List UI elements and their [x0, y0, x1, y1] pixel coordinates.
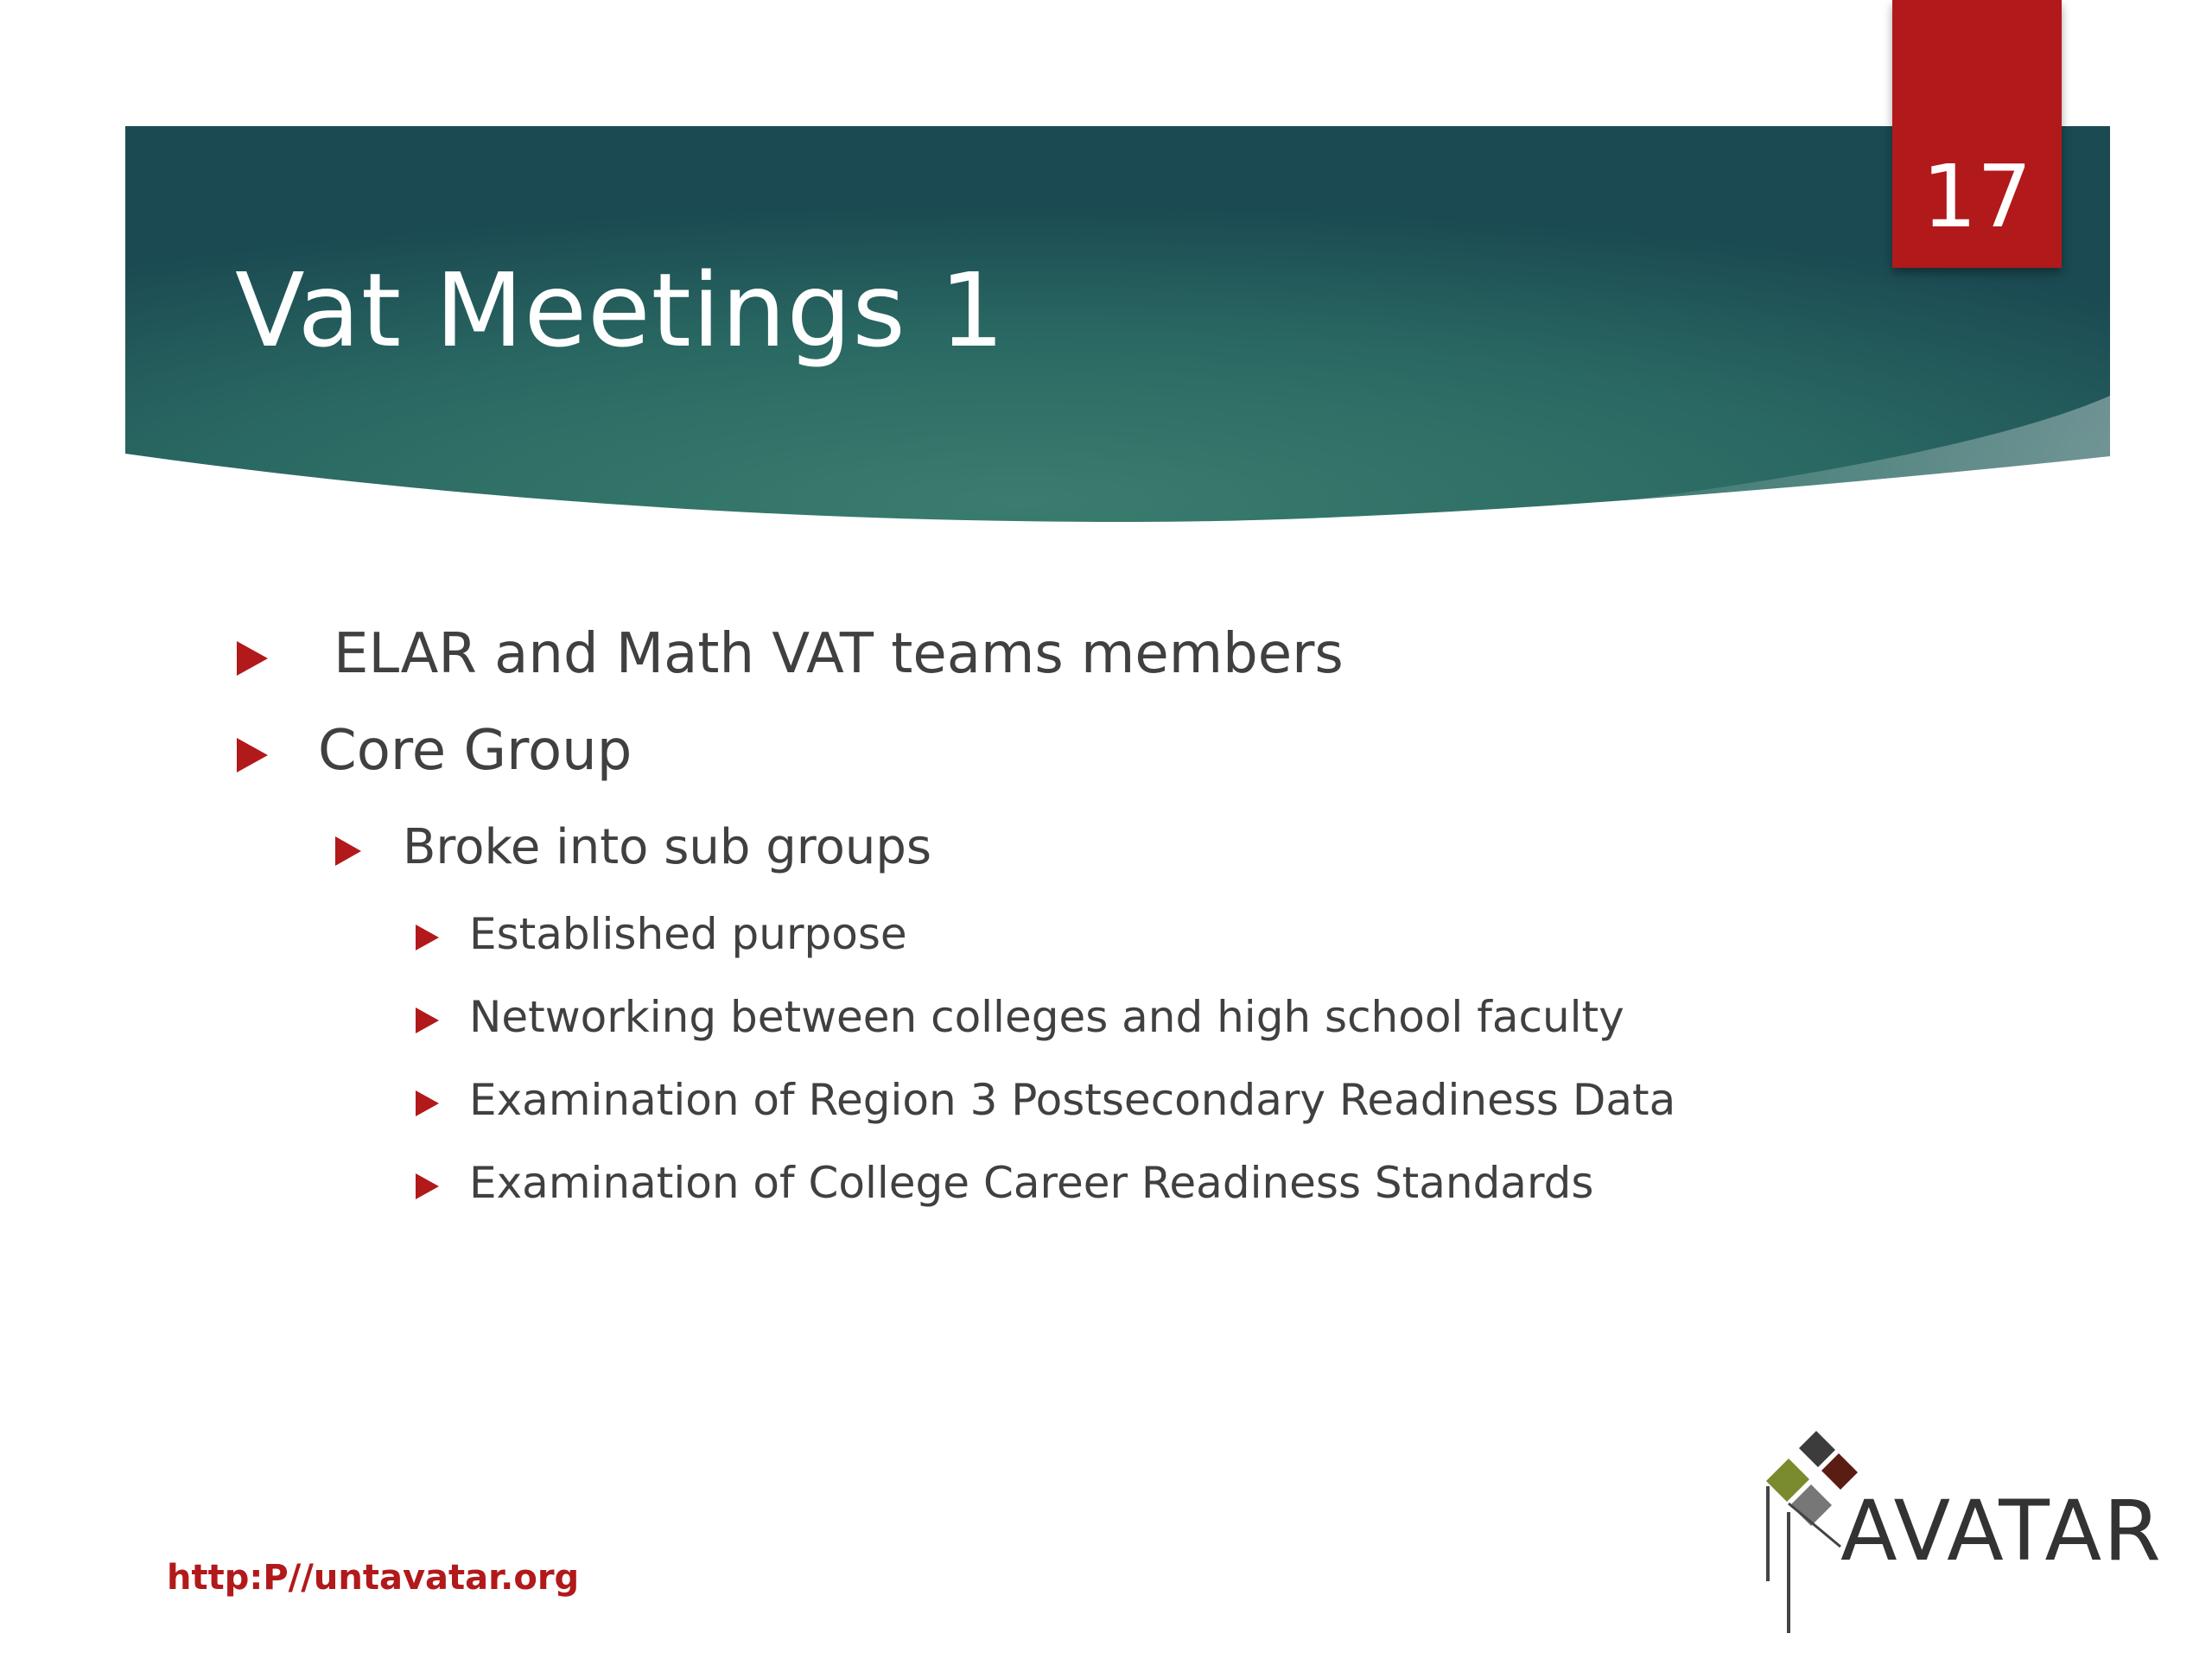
slide-number-tab: [1892, 0, 2062, 268]
bullet-text: Core Group: [318, 719, 632, 783]
bullet-arrow-icon: [335, 836, 361, 866]
bullet-item: [469, 992, 1624, 1042]
bullet-text: Examination of College Career Readiness Standards: [469, 1158, 1594, 1208]
bullet-text: Broke into sub groups: [403, 819, 932, 875]
bullet-arrow-icon: [416, 1173, 439, 1199]
avatar-logo: [1745, 1426, 2195, 1650]
bullet-arrow-icon: [237, 738, 268, 772]
bullet-text: Networking between colleges and high school faculty: [469, 992, 1624, 1042]
bullet-item: [334, 622, 1344, 686]
bullet-arrow-icon: [416, 1007, 439, 1033]
footer-url[interactable]: http:P//untavatar.org: [167, 1558, 580, 1598]
bullet-item: [318, 719, 632, 783]
slide-title: Vat Meetings 1: [235, 251, 1006, 370]
bullet-item: [403, 819, 931, 875]
bullet-item: [469, 1158, 1593, 1208]
bullet-arrow-icon: [416, 1090, 439, 1116]
bullet-arrow-icon: [416, 925, 439, 950]
bullet-arrow-icon: [237, 641, 268, 676]
bullet-text: ELAR and Math VAT teams members: [334, 622, 1344, 686]
bullet-text: Examination of Region 3 Postsecondary Readiness Data: [469, 1075, 1676, 1125]
bullet-text: Established purpose: [469, 909, 907, 959]
slide-number: 17: [1922, 146, 2032, 247]
bullet-item: [469, 1075, 1675, 1125]
bullet-item: [469, 909, 907, 959]
logo-text: AVATAR: [1840, 1483, 2163, 1580]
